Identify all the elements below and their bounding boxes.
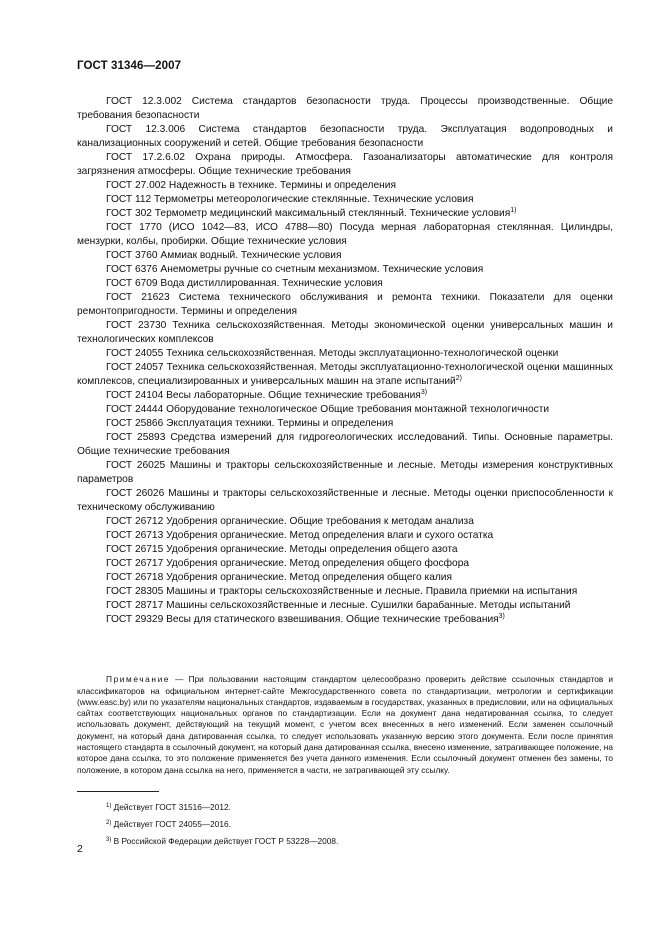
reference-item: [77, 529, 613, 543]
reference-item: [77, 319, 613, 347]
footnote-text: Действует ГОСТ 24055—2016.: [113, 819, 231, 829]
reference-item: [77, 543, 613, 557]
reference-item: [77, 599, 613, 613]
footnotes: [106, 799, 338, 850]
reference-item: [77, 277, 613, 291]
reference-item: [77, 193, 613, 207]
reference-item: [77, 151, 613, 179]
reference-text: ГОСТ 6376 Анемометры ручные со счетным механизмом. Технические условия: [106, 264, 484, 275]
reference-item: [77, 263, 613, 277]
footnote-mark: 2): [106, 820, 112, 826]
reference-text: ГОСТ 112 Термометры метеорологические стеклянные. Технические условия: [106, 194, 474, 205]
reference-text: ГОСТ 26026 Машины и тракторы сельскохозяйственные и лесные. Методы оценки приспособленности к техническому обслуживанию: [77, 488, 613, 513]
reference-text: ГОСТ 24057 Техника сельскохозяйственная. Методы эксплуатационно-технологической оценки машинных комплексов, специализированных и универсальных машин на этапе испытаний: [77, 362, 613, 387]
reference-text: ГОСТ 12.3.002 Система стандартов безопасности труда. Процессы производственные. Общие требования безопасности: [77, 96, 613, 121]
note-label: Примечание: [106, 674, 171, 685]
footnote-text: В Российской Федерации действует ГОСТ Р 53228—2008.: [113, 836, 339, 846]
reference-text: ГОСТ 26717 Удобрения органические. Метод определения общего фосфора: [106, 558, 470, 569]
reference-text: ГОСТ 26712 Удобрения органические. Общие требования к методам анализа: [106, 516, 474, 527]
reference-item: [77, 515, 613, 529]
footnote-text: Действует ГОСТ 31516—2012.: [113, 802, 231, 812]
reference-text: ГОСТ 17.2.6.02 Охрана природы. Атмосфера. Газоанализаторы автоматические для контроля загрязнения атмосферы. Общие технические требования: [77, 152, 613, 177]
footnote-mark: 1): [106, 803, 112, 809]
footnote-item: [106, 833, 338, 850]
reference-text: ГОСТ 26713 Удобрения органические. Метод определения влаги и сухого остатка: [106, 530, 494, 541]
reference-item: [77, 361, 613, 389]
reference-item: [77, 431, 613, 459]
reference-item: [77, 347, 613, 361]
note-paragraph: [77, 674, 613, 776]
reference-text: ГОСТ 25866 Эксплуатация техники. Термины и определения: [106, 418, 394, 429]
reference-item: [77, 179, 613, 193]
reference-text: ГОСТ 302 Термометр медицинский максимальный стеклянный. Технические условия: [106, 208, 511, 219]
normative-references-list: [77, 95, 613, 627]
reference-item: [77, 613, 613, 627]
reference-text: ГОСТ 1770 (ИСО 1042—83, ИСО 4788—80) Посуда мерная лабораторная стеклянная. Цилиндры, мензурки, колбы, пробирки. Общие технические условия: [77, 222, 613, 247]
reference-item: [77, 403, 613, 417]
reference-text: ГОСТ 27.002 Надежность в технике. Термины и определения: [106, 180, 396, 191]
reference-item: [77, 585, 613, 599]
footnote-ref: 3): [420, 389, 428, 396]
reference-text: ГОСТ 28717 Машины сельскохозяйственные и лесные. Сушилки барабанные. Методы испытаний: [106, 600, 571, 611]
footnote-item: [106, 799, 338, 816]
reference-item: [77, 95, 613, 123]
reference-item: [77, 459, 613, 487]
reference-item: [77, 221, 613, 249]
reference-text: ГОСТ 24444 Оборудование технологическое Общие требования монтажной технологичности: [106, 404, 550, 415]
reference-item: [77, 417, 613, 431]
reference-text: ГОСТ 28305 Машины и тракторы сельскохозяйственные и лесные. Правила приемки на испытания: [106, 586, 578, 597]
reference-text: ГОСТ 24055 Техника сельскохозяйственная. Методы эксплуатационно-технологической оценки: [106, 348, 559, 359]
document-header: ГОСТ 31346—2007: [77, 60, 182, 72]
reference-item: [77, 571, 613, 585]
reference-text: ГОСТ 12.3.006 Система стандартов безопасности труда. Эксплуатация водопроводных и канализационных сооружений и сетей. Общие требования безопасности: [77, 124, 613, 149]
footnote-separator: [77, 791, 159, 792]
reference-item: [77, 487, 613, 515]
footnote-mark: 3): [106, 837, 112, 843]
reference-text: ГОСТ 26715 Удобрения органические. Методы определения общего азота: [106, 544, 458, 555]
reference-item: [77, 389, 613, 403]
reference-text: ГОСТ 29329 Весы для статического взвешивания. Общие технические требования: [106, 614, 499, 625]
reference-item: [77, 123, 613, 151]
reference-text: ГОСТ 3760 Аммиак водный. Технические условия: [106, 250, 342, 261]
footnote-ref: 3): [498, 613, 505, 620]
reference-text: ГОСТ 21623 Система технического обслуживания и ремонта техники. Показатели для оценки ремонтопригодности. Термины и определения: [77, 292, 613, 317]
footnote-item: [106, 816, 338, 833]
reference-text: ГОСТ 25893 Средства измерений для гидрогеологических исследований. Типы. Основные параметры. Общие технические требования: [77, 432, 613, 457]
reference-text: ГОСТ 24104 Весы лабораторные. Общие технические требования: [106, 390, 421, 401]
reference-item: [77, 557, 613, 571]
reference-item: [77, 207, 613, 221]
footnote-ref: 1): [510, 207, 517, 214]
reference-item: [77, 249, 613, 263]
reference-text: ГОСТ 26025 Машины и тракторы сельскохозяйственные и лесные. Методы измерения конструктивных параметров: [77, 460, 613, 485]
reference-item: [77, 291, 613, 319]
note-text: — При пользовании настоящим стандартом целесообразно проверить действие ссылочных стандартов и классификаторов на официальном интернет-сайте Межгосударственного совета по стандартизации, метрологии и сертификации (www.easc.by) или по указателям национальных стандартов, издаваемым в государствах, указанных в предисловии, или на официальных сайтах соответствующих национальных органов по стандартизации. Если на документ дана недатированная ссылка, то следует использовать документ, действующий на текущий момент, с учетом всех внесенных в него изменений. Если заменен ссылочный документ, на который дана датированная ссылка, то следует использовать указанную версию этого документа. Если после принятия настоящего стандарта в ссылочный документ, на который дана датированная ссылка, внесено изменение, затрагивающее положение, на которое дана ссылка, то это положение применяется без учета данного изменения. Если ссылочный документ отменен без замены, то положение, в котором дана ссылка на него, применяется в части, не затрагивающей эту ссылку.: [77, 674, 613, 775]
reference-text: ГОСТ 26718 Удобрения органические. Метод определения общего калия: [106, 572, 453, 583]
page-number: 2: [77, 843, 83, 855]
reference-text: ГОСТ 23730 Техника сельскохозяйственная. Методы экономической оценки универсальных машин и технологических комплексов: [77, 320, 613, 345]
footnote-ref: 2): [455, 375, 462, 382]
reference-text: ГОСТ 6709 Вода дистиллированная. Технические условия: [106, 278, 383, 289]
